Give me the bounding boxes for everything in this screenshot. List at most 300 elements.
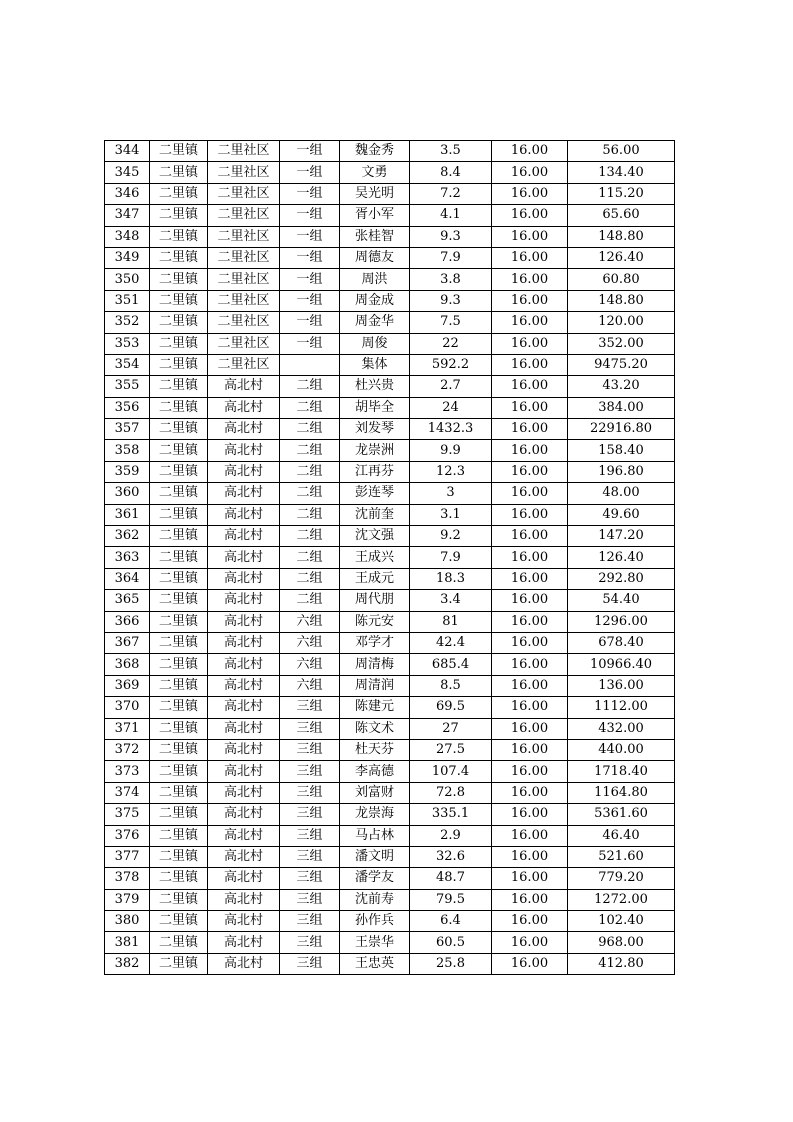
- amount-cell: 46.40: [568, 825, 675, 846]
- unit-price-cell: 16.00: [492, 804, 568, 825]
- community-cell: 高北村: [208, 804, 280, 825]
- amount-cell: 48.00: [568, 483, 675, 504]
- group-cell: 一组: [280, 333, 340, 354]
- community-cell: 高北村: [208, 697, 280, 718]
- unit-price-cell: 16.00: [492, 205, 568, 226]
- unit-price-cell: 16.00: [492, 761, 568, 782]
- quantity-cell: 24: [410, 397, 492, 418]
- unit-price-cell: 16.00: [492, 868, 568, 889]
- table-row: [105, 590, 675, 611]
- group-cell: 一组: [280, 247, 340, 268]
- table-row: [105, 440, 675, 461]
- community-cell: 高北村: [208, 868, 280, 889]
- unit-price-cell: 16.00: [492, 440, 568, 461]
- quantity-cell: 685.4: [410, 654, 492, 675]
- row-number-cell: 380: [105, 911, 150, 932]
- amount-cell: 49.60: [568, 504, 675, 525]
- town-cell: 二里镇: [150, 953, 208, 974]
- amount-cell: 120.00: [568, 312, 675, 333]
- row-number-cell: 355: [105, 376, 150, 397]
- table-row: [105, 397, 675, 418]
- group-cell: 二组: [280, 397, 340, 418]
- town-cell: 二里镇: [150, 739, 208, 760]
- amount-cell: 22916.80: [568, 419, 675, 440]
- group-cell: 一组: [280, 141, 340, 162]
- row-number-cell: 378: [105, 868, 150, 889]
- name-cell: 王崇华: [340, 932, 410, 953]
- town-cell: 二里镇: [150, 376, 208, 397]
- group-cell: 三组: [280, 804, 340, 825]
- amount-cell: 54.40: [568, 590, 675, 611]
- group-cell: 三组: [280, 868, 340, 889]
- town-cell: 二里镇: [150, 804, 208, 825]
- town-cell: 二里镇: [150, 868, 208, 889]
- amount-cell: 56.00: [568, 141, 675, 162]
- quantity-cell: 8.5: [410, 675, 492, 696]
- table-row: [105, 611, 675, 632]
- town-cell: 二里镇: [150, 419, 208, 440]
- quantity-cell: 22: [410, 333, 492, 354]
- community-cell: 二里社区: [208, 290, 280, 311]
- table-row: [105, 911, 675, 932]
- amount-cell: 148.80: [568, 226, 675, 247]
- table-row: [105, 782, 675, 803]
- quantity-cell: 107.4: [410, 761, 492, 782]
- group-cell: 一组: [280, 162, 340, 183]
- group-cell: 六组: [280, 654, 340, 675]
- row-number-cell: 356: [105, 397, 150, 418]
- group-cell: 二组: [280, 376, 340, 397]
- row-number-cell: 352: [105, 312, 150, 333]
- unit-price-cell: 16.00: [492, 632, 568, 653]
- unit-price-cell: 16.00: [492, 247, 568, 268]
- row-number-cell: 349: [105, 247, 150, 268]
- name-cell: 沈前寿: [340, 889, 410, 910]
- quantity-cell: 69.5: [410, 697, 492, 718]
- table-row: [105, 953, 675, 974]
- row-number-cell: 369: [105, 675, 150, 696]
- table-row: [105, 825, 675, 846]
- row-number-cell: 376: [105, 825, 150, 846]
- unit-price-cell: 16.00: [492, 333, 568, 354]
- town-cell: 二里镇: [150, 461, 208, 482]
- row-number-cell: 368: [105, 654, 150, 675]
- group-cell: 二组: [280, 440, 340, 461]
- community-cell: 高北村: [208, 953, 280, 974]
- amount-cell: 1296.00: [568, 611, 675, 632]
- table-row: [105, 739, 675, 760]
- community-cell: 高北村: [208, 718, 280, 739]
- name-cell: 孙作兵: [340, 911, 410, 932]
- town-cell: 二里镇: [150, 547, 208, 568]
- name-cell: 马占林: [340, 825, 410, 846]
- town-cell: 二里镇: [150, 397, 208, 418]
- name-cell: 吴光明: [340, 183, 410, 204]
- unit-price-cell: 16.00: [492, 953, 568, 974]
- name-cell: 胥小军: [340, 205, 410, 226]
- unit-price-cell: 16.00: [492, 397, 568, 418]
- row-number-cell: 363: [105, 547, 150, 568]
- quantity-cell: 6.4: [410, 911, 492, 932]
- table-row: [105, 889, 675, 910]
- quantity-cell: 3.4: [410, 590, 492, 611]
- unit-price-cell: 16.00: [492, 141, 568, 162]
- table-row: [105, 804, 675, 825]
- community-cell: 高北村: [208, 568, 280, 589]
- group-cell: 二组: [280, 483, 340, 504]
- group-cell: 二组: [280, 419, 340, 440]
- amount-cell: 292.80: [568, 568, 675, 589]
- unit-price-cell: 16.00: [492, 226, 568, 247]
- town-cell: 二里镇: [150, 718, 208, 739]
- group-cell: 三组: [280, 953, 340, 974]
- table-body: [105, 141, 675, 975]
- table-row: [105, 205, 675, 226]
- community-cell: 高北村: [208, 654, 280, 675]
- community-cell: 高北村: [208, 483, 280, 504]
- group-cell: 三组: [280, 825, 340, 846]
- table-row: [105, 141, 675, 162]
- community-cell: 高北村: [208, 782, 280, 803]
- community-cell: 高北村: [208, 846, 280, 867]
- town-cell: 二里镇: [150, 183, 208, 204]
- community-cell: 二里社区: [208, 312, 280, 333]
- table-row: [105, 333, 675, 354]
- unit-price-cell: 16.00: [492, 911, 568, 932]
- group-cell: 一组: [280, 226, 340, 247]
- unit-price-cell: 16.00: [492, 675, 568, 696]
- row-number-cell: 366: [105, 611, 150, 632]
- amount-cell: 968.00: [568, 932, 675, 953]
- quantity-cell: 79.5: [410, 889, 492, 910]
- group-cell: 六组: [280, 632, 340, 653]
- name-cell: 集体: [340, 354, 410, 375]
- town-cell: 二里镇: [150, 205, 208, 226]
- quantity-cell: 335.1: [410, 804, 492, 825]
- table-row: [105, 568, 675, 589]
- row-number-cell: 379: [105, 889, 150, 910]
- table-row: [105, 526, 675, 547]
- table-row: [105, 247, 675, 268]
- group-cell: 一组: [280, 312, 340, 333]
- community-cell: 高北村: [208, 376, 280, 397]
- community-cell: 高北村: [208, 504, 280, 525]
- community-cell: 高北村: [208, 932, 280, 953]
- amount-cell: 136.00: [568, 675, 675, 696]
- unit-price-cell: 16.00: [492, 697, 568, 718]
- table-row: [105, 226, 675, 247]
- town-cell: 二里镇: [150, 590, 208, 611]
- community-cell: 二里社区: [208, 226, 280, 247]
- unit-price-cell: 16.00: [492, 290, 568, 311]
- row-number-cell: 370: [105, 697, 150, 718]
- unit-price-cell: 16.00: [492, 483, 568, 504]
- unit-price-cell: 16.00: [492, 461, 568, 482]
- town-cell: 二里镇: [150, 226, 208, 247]
- name-cell: 陈元安: [340, 611, 410, 632]
- table-row: [105, 504, 675, 525]
- name-cell: 沈前奎: [340, 504, 410, 525]
- name-cell: 王成兴: [340, 547, 410, 568]
- table-row: [105, 868, 675, 889]
- town-cell: 二里镇: [150, 247, 208, 268]
- row-number-cell: 361: [105, 504, 150, 525]
- quantity-cell: 2.9: [410, 825, 492, 846]
- town-cell: 二里镇: [150, 697, 208, 718]
- quantity-cell: 9.3: [410, 290, 492, 311]
- group-cell: 二组: [280, 526, 340, 547]
- community-cell: 二里社区: [208, 247, 280, 268]
- town-cell: 二里镇: [150, 761, 208, 782]
- town-cell: 二里镇: [150, 504, 208, 525]
- unit-price-cell: 16.00: [492, 547, 568, 568]
- name-cell: 周俊: [340, 333, 410, 354]
- name-cell: 周洪: [340, 269, 410, 290]
- name-cell: 周代朋: [340, 590, 410, 611]
- group-cell: 二组: [280, 504, 340, 525]
- name-cell: 胡毕全: [340, 397, 410, 418]
- town-cell: 二里镇: [150, 675, 208, 696]
- quantity-cell: 9.9: [410, 440, 492, 461]
- table-row: [105, 547, 675, 568]
- town-cell: 二里镇: [150, 782, 208, 803]
- amount-cell: 384.00: [568, 397, 675, 418]
- amount-cell: 440.00: [568, 739, 675, 760]
- community-cell: 高北村: [208, 419, 280, 440]
- table-row: [105, 290, 675, 311]
- town-cell: 二里镇: [150, 825, 208, 846]
- quantity-cell: 27.5: [410, 739, 492, 760]
- name-cell: 杜兴贵: [340, 376, 410, 397]
- community-cell: 高北村: [208, 739, 280, 760]
- name-cell: 陈建元: [340, 697, 410, 718]
- amount-cell: 1112.00: [568, 697, 675, 718]
- unit-price-cell: 16.00: [492, 739, 568, 760]
- table-row: [105, 354, 675, 375]
- amount-cell: 779.20: [568, 868, 675, 889]
- row-number-cell: 354: [105, 354, 150, 375]
- name-cell: 周金成: [340, 290, 410, 311]
- group-cell: 二组: [280, 461, 340, 482]
- amount-cell: 148.80: [568, 290, 675, 311]
- quantity-cell: 32.6: [410, 846, 492, 867]
- quantity-cell: 27: [410, 718, 492, 739]
- community-cell: 高北村: [208, 889, 280, 910]
- name-cell: 陈文术: [340, 718, 410, 739]
- community-cell: 高北村: [208, 590, 280, 611]
- row-number-cell: 353: [105, 333, 150, 354]
- quantity-cell: 7.9: [410, 547, 492, 568]
- quantity-cell: 9.2: [410, 526, 492, 547]
- town-cell: 二里镇: [150, 162, 208, 183]
- table-row: [105, 376, 675, 397]
- quantity-cell: 18.3: [410, 568, 492, 589]
- community-cell: 高北村: [208, 397, 280, 418]
- row-number-cell: 359: [105, 461, 150, 482]
- row-number-cell: 350: [105, 269, 150, 290]
- unit-price-cell: 16.00: [492, 419, 568, 440]
- amount-cell: 115.20: [568, 183, 675, 204]
- town-cell: 二里镇: [150, 333, 208, 354]
- quantity-cell: 1432.3: [410, 419, 492, 440]
- amount-cell: 126.40: [568, 247, 675, 268]
- row-number-cell: 362: [105, 526, 150, 547]
- row-number-cell: 374: [105, 782, 150, 803]
- amount-cell: 1718.40: [568, 761, 675, 782]
- amount-cell: 1164.80: [568, 782, 675, 803]
- data-table: [104, 140, 675, 975]
- unit-price-cell: 16.00: [492, 269, 568, 290]
- unit-price-cell: 16.00: [492, 568, 568, 589]
- community-cell: 高北村: [208, 632, 280, 653]
- row-number-cell: 345: [105, 162, 150, 183]
- amount-cell: 158.40: [568, 440, 675, 461]
- table-row: [105, 654, 675, 675]
- name-cell: 周金华: [340, 312, 410, 333]
- amount-cell: 5361.60: [568, 804, 675, 825]
- town-cell: 二里镇: [150, 312, 208, 333]
- amount-cell: 126.40: [568, 547, 675, 568]
- name-cell: 李高德: [340, 761, 410, 782]
- community-cell: 二里社区: [208, 162, 280, 183]
- unit-price-cell: 16.00: [492, 718, 568, 739]
- group-cell: 三组: [280, 846, 340, 867]
- table-row: [105, 483, 675, 504]
- row-number-cell: 348: [105, 226, 150, 247]
- name-cell: 邓学才: [340, 632, 410, 653]
- unit-price-cell: 16.00: [492, 526, 568, 547]
- amount-cell: 678.40: [568, 632, 675, 653]
- name-cell: 龙崇海: [340, 804, 410, 825]
- amount-cell: 65.60: [568, 205, 675, 226]
- name-cell: 王成元: [340, 568, 410, 589]
- quantity-cell: 3: [410, 483, 492, 504]
- town-cell: 二里镇: [150, 269, 208, 290]
- amount-cell: 521.60: [568, 846, 675, 867]
- name-cell: 杜天芬: [340, 739, 410, 760]
- group-cell: 三组: [280, 761, 340, 782]
- community-cell: 高北村: [208, 675, 280, 696]
- town-cell: 二里镇: [150, 483, 208, 504]
- amount-cell: 10966.40: [568, 654, 675, 675]
- quantity-cell: 3.8: [410, 269, 492, 290]
- amount-cell: 102.40: [568, 911, 675, 932]
- group-cell: 三组: [280, 718, 340, 739]
- row-number-cell: 372: [105, 739, 150, 760]
- row-number-cell: 377: [105, 846, 150, 867]
- quantity-cell: 7.5: [410, 312, 492, 333]
- name-cell: 魏金秀: [340, 141, 410, 162]
- name-cell: 江再芬: [340, 461, 410, 482]
- table-row: [105, 419, 675, 440]
- group-cell: 三组: [280, 782, 340, 803]
- quantity-cell: 81: [410, 611, 492, 632]
- amount-cell: 9475.20: [568, 354, 675, 375]
- quantity-cell: 592.2: [410, 354, 492, 375]
- row-number-cell: 375: [105, 804, 150, 825]
- unit-price-cell: 16.00: [492, 376, 568, 397]
- town-cell: 二里镇: [150, 911, 208, 932]
- group-cell: 一组: [280, 290, 340, 311]
- quantity-cell: 3.1: [410, 504, 492, 525]
- row-number-cell: 365: [105, 590, 150, 611]
- town-cell: 二里镇: [150, 526, 208, 547]
- row-number-cell: 371: [105, 718, 150, 739]
- community-cell: 二里社区: [208, 269, 280, 290]
- quantity-cell: 8.4: [410, 162, 492, 183]
- group-cell: 三组: [280, 889, 340, 910]
- row-number-cell: 360: [105, 483, 150, 504]
- quantity-cell: 3.5: [410, 141, 492, 162]
- quantity-cell: 9.3: [410, 226, 492, 247]
- group-cell: 三组: [280, 932, 340, 953]
- unit-price-cell: 16.00: [492, 312, 568, 333]
- table-row: [105, 461, 675, 482]
- table-row: [105, 761, 675, 782]
- unit-price-cell: 16.00: [492, 932, 568, 953]
- quantity-cell: 12.3: [410, 461, 492, 482]
- community-cell: 高北村: [208, 547, 280, 568]
- table-row: [105, 846, 675, 867]
- quantity-cell: 7.9: [410, 247, 492, 268]
- town-cell: 二里镇: [150, 440, 208, 461]
- table-row: [105, 269, 675, 290]
- group-cell: 一组: [280, 183, 340, 204]
- town-cell: 二里镇: [150, 889, 208, 910]
- row-number-cell: 346: [105, 183, 150, 204]
- table-row: [105, 675, 675, 696]
- community-cell: 二里社区: [208, 141, 280, 162]
- group-cell: 一组: [280, 205, 340, 226]
- group-cell: 一组: [280, 269, 340, 290]
- town-cell: 二里镇: [150, 932, 208, 953]
- group-cell: 二组: [280, 547, 340, 568]
- town-cell: 二里镇: [150, 654, 208, 675]
- row-number-cell: 351: [105, 290, 150, 311]
- group-cell: 三组: [280, 911, 340, 932]
- row-number-cell: 373: [105, 761, 150, 782]
- row-number-cell: 358: [105, 440, 150, 461]
- name-cell: 彭连琴: [340, 483, 410, 504]
- group-cell: [280, 354, 340, 375]
- table-row: [105, 932, 675, 953]
- table-row: [105, 162, 675, 183]
- unit-price-cell: 16.00: [492, 611, 568, 632]
- quantity-cell: 7.2: [410, 183, 492, 204]
- community-cell: 二里社区: [208, 183, 280, 204]
- group-cell: 二组: [280, 590, 340, 611]
- quantity-cell: 60.5: [410, 932, 492, 953]
- town-cell: 二里镇: [150, 141, 208, 162]
- group-cell: 六组: [280, 611, 340, 632]
- unit-price-cell: 16.00: [492, 825, 568, 846]
- amount-cell: 60.80: [568, 269, 675, 290]
- community-cell: 高北村: [208, 761, 280, 782]
- group-cell: 三组: [280, 697, 340, 718]
- table-row: [105, 718, 675, 739]
- town-cell: 二里镇: [150, 290, 208, 311]
- quantity-cell: 48.7: [410, 868, 492, 889]
- unit-price-cell: 16.00: [492, 889, 568, 910]
- row-number-cell: 364: [105, 568, 150, 589]
- name-cell: 周清润: [340, 675, 410, 696]
- name-cell: 刘发琴: [340, 419, 410, 440]
- table-row: [105, 312, 675, 333]
- unit-price-cell: 16.00: [492, 183, 568, 204]
- amount-cell: 147.20: [568, 526, 675, 547]
- amount-cell: 432.00: [568, 718, 675, 739]
- unit-price-cell: 16.00: [492, 590, 568, 611]
